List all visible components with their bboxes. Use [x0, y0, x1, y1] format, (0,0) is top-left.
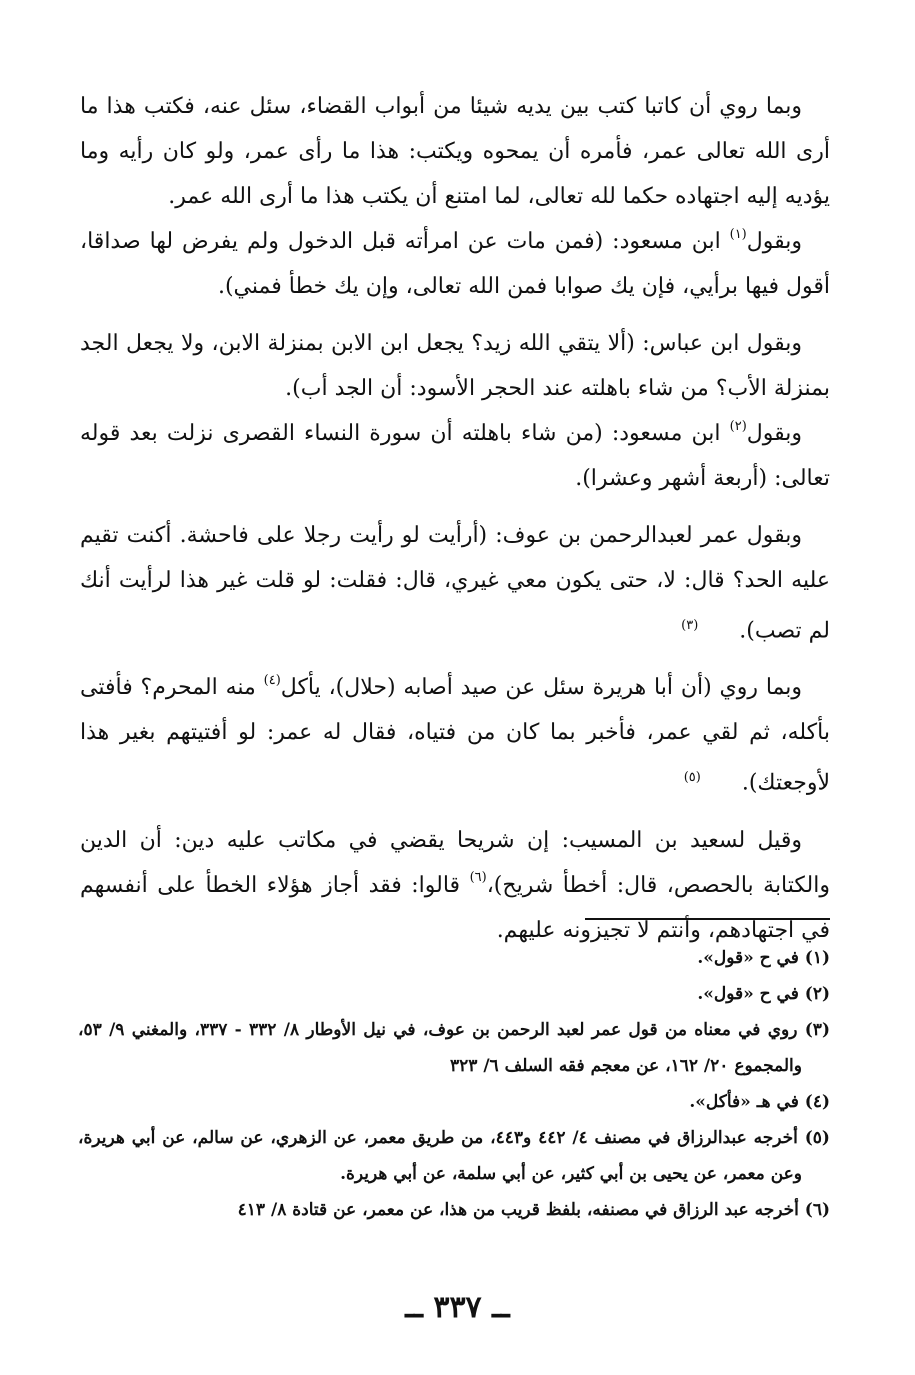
footnote-1: (١) في ح «قول».	[697, 948, 830, 968]
paragraph-text: وبما روي أن كاتبا كتب بين يديه شيئا من أبواب القضاء، سئل عنه، فكتب هذا ما أرى الله تعالى عمر، فأمره أن يمحوه ويكتب: هذا ما رأى عمر، ولو كان رأيه وما يؤديه إليه اجتهاده حكما لله تعالى، لما امتنع أن يكتب هذا ما أرى الله عمر.	[80, 94, 830, 209]
footnote-2: (٢) في ح «قول».	[697, 984, 830, 1004]
paragraph-text: وبقول ابن عباس: (ألا يتقي الله زيد؟ يجعل ابن الابن بمنزلة الابن، ولا يجعل الجد بمنزلة الأب؟ من شاء باهلته عند الحجر الأسود: أن الجد أب).	[80, 331, 830, 401]
paragraph-text: قالوا: فقد أجاز هؤلاء الخطأ على أنفسهم في اجتهادهم، وأنتم لا تجيزونه عليهم.	[80, 872, 830, 943]
footnote-6: (٦) أخرجه عبد الرزاق في مصنفه، بلفظ قريب من هذا، عن معمر، عن قتادة ٨/ ٤١٣	[237, 1200, 830, 1220]
footnote-marker: (٥)	[683, 770, 701, 786]
paragraph-2	[80, 219, 830, 309]
paragraph-text: وبقول عمر لعبدالرحمن بن عوف: (أرأيت لو رأيت رجلا على فاحشة. أكنت تقيم عليه الحد؟ قال: لا، حتى يكون معي غيري، قال: فقلت: لو قلت غير هذا لرأيت أنك لم تصب).	[80, 523, 830, 644]
footnote-marker: (٢)	[729, 418, 747, 434]
page-number: ــ ٣٣٧ ــ	[405, 1290, 510, 1325]
paragraph-4	[80, 411, 830, 501]
paragraph-text: ابن مسعود: (من شاء باهلته أن سورة النساء القصرى نزلت بعد قوله تعالى: (أربعة أشهر وعشرا).	[80, 421, 830, 491]
paragraph-1	[80, 84, 830, 219]
footnotes	[78, 940, 830, 1228]
footnote-marker: (١)	[729, 226, 747, 242]
paragraph-7	[80, 818, 830, 953]
paragraph-text: وبقول	[746, 229, 802, 254]
paragraph-6	[80, 665, 830, 805]
footnote-4: (٤) في هـ «فأكل».	[689, 1092, 830, 1112]
paragraph-3	[80, 321, 830, 411]
footnote-marker: (٤)	[263, 673, 281, 688]
paragraph-text: وبما روي (أن أبا هريرة سئل عن صيد أصابه (حلال)، يأكل	[280, 675, 802, 701]
paragraph-text: وبقول	[746, 421, 803, 446]
paragraph-5	[80, 513, 830, 653]
footnote-marker: (٦)	[469, 870, 487, 886]
paragraph-text: منه المحرم؟ فأفتى بأكله، ثم لقي عمر، فأخبر بما كان من فتياه، فقال له عمر: لو أفتيتهم بغير هذا لأوجعتك).	[80, 675, 830, 796]
paragraph-text: وقيل لسعيد بن المسيب: إن شريحا يقضي في مكاتب عليه دين: أن الدين والكتابة بالحصص، قال: أخطأ شريح)،	[80, 827, 830, 898]
main-text	[80, 84, 830, 953]
footnote-3: (٣) روي في معناه من قول عمر لعبد الرحمن بن عوف، في نيل الأوطار ٨/ ٣٣٢ - ٣٣٧، والمغني ٩/ ٥٣، والمجموع ٢٠/ ١٦٢، عن معجم فقه السلف ٦/ ٣٢٣	[78, 1020, 830, 1076]
footnote-divider	[585, 918, 830, 920]
footnote-marker: (٣)	[681, 618, 699, 633]
footnote-5: (٥) أخرجه عبدالرزاق في مصنف ٤/ ٤٤٢ و٤٤٣، من طريق معمر، عن الزهري، عن سالم، عن أبي هريرة، وعن معمر، عن يحيى بن أبي كثير، عن أبي سلمة، عن أبي هريرة.	[78, 1128, 830, 1184]
paragraph-text: ابن مسعود: (فمن مات عن امرأته قبل الدخول ولم يفرض لها صداقا، أقول فيها برأيي، فإن يك صوابا فمن الله تعالى، وإن يك خطأ فمني).	[80, 229, 830, 299]
